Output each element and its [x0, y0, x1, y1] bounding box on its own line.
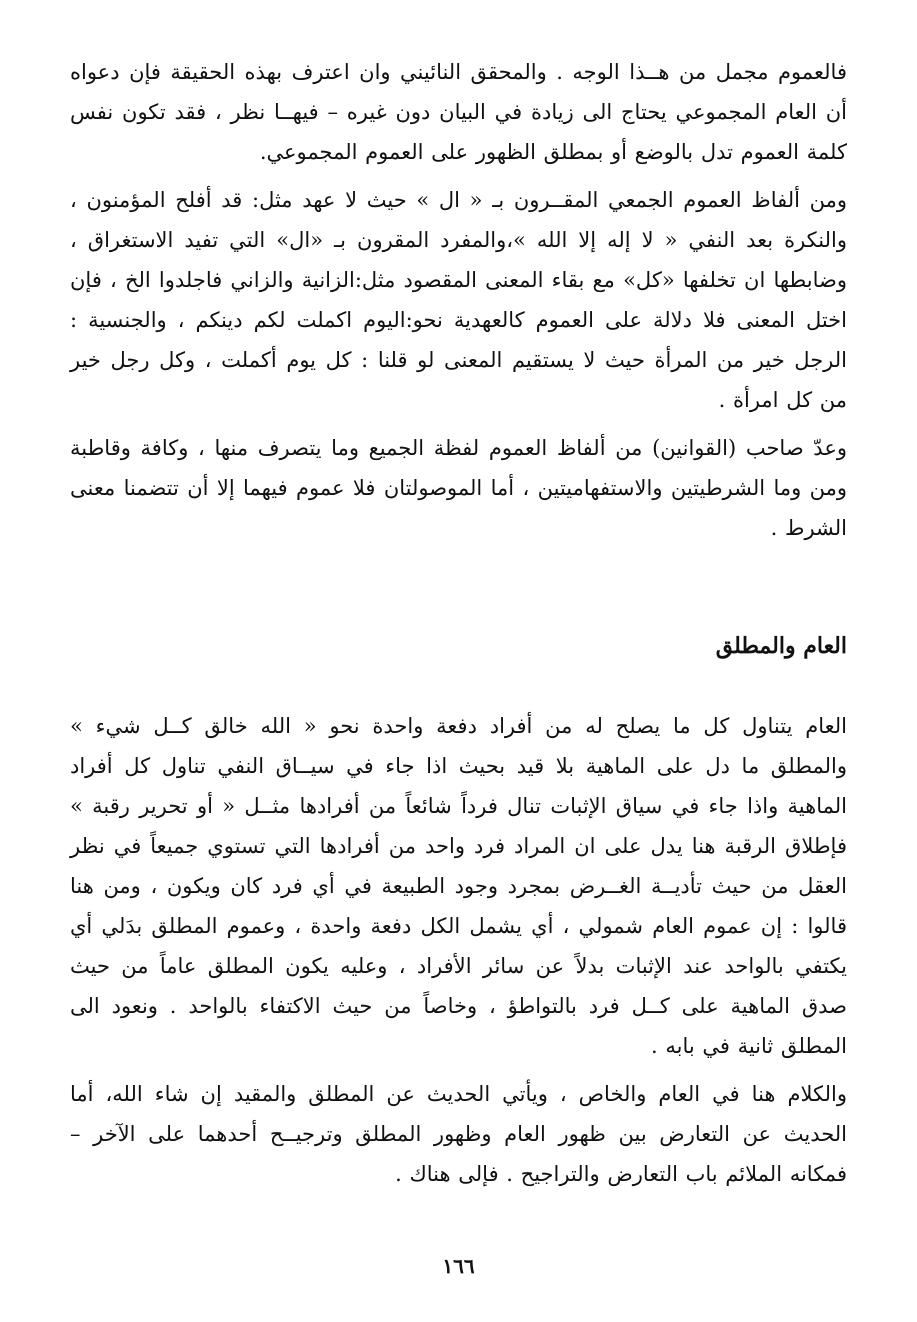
section-heading: العام والمطلق	[715, 633, 847, 659]
paragraph-general-mujmal: فالعموم مجمل من هــذا الوجه . والمحقق النائيني وان اعترف بهذه الحقيقة فإن دعواه أن العام المجموعي يحتاج الى زيادة في البيان دون غيره – فيهــا نظر ، فقد تكون نفس كلمة العموم تدل بالوضع أو بمطلق الظهور على العموم المجموعي.	[70, 60, 847, 164]
page-number: ١٦٦	[442, 1254, 475, 1278]
paragraph-general-and-absolute: العام يتناول كل ما يصلح له من أفراد دفعة واحدة نحو « الله خالق كــل شيء » والمطلق ما دل على الماهية بلا قيد بحيث اذا جاء في سيــاق النفي تناول كل أفراد الماهية واذا جاء في سياق الإثبات تنال فرداً شائعاً من أفرادها مثــل « أو تحرير رقبة » فإطلاق الرقبة هنا يدل على ان المراد فرد واحد من أفرادها التي تستوي جميعاً في نظر العقل من حيث تأديــة الغــرض بمجرد وجود الطبيعة في أي فرد كان ويكون ، ومن هنا قالوا : إن عموم العام شمولي ، أي يشمل الكل دفعة واحدة ، وعموم المطلق بدَلي أي يكتفي بالواحد عند الإثبات بدلاً عن سائر الأفراد ، وعليه يكون المطلق عاماً من حيث صدق الماهية على كــل فرد بالتواطؤ ، وخاصاً من حيث الاكتفاء بالواحد . ونعود الى المطلق ثانية في بابه .	[70, 714, 847, 1058]
paragraph-words-of-generality: ومن ألفاظ العموم الجمعي المقــرون بـ « ال » حيث لا عهد مثل: قد أفلح المؤمنون ، والنكرة بعد النفي « لا إله إلا الله »،والمفرد المقرون بـ «ال» التي تفيد الاستغراق ، وضابطها ان تخلفها «كل» مع بقاء المعنى المقصود مثل:الزانية والزاني فاجلدوا الخ ، فإن اختل المعنى فلا دلالة على العموم كالعهدية نحو:اليوم اكملت لكم دينكم ، والجنسية : الرجل خير من المرأة حيث لا يستقيم المعنى لو قلنا : كل يوم أكملت ، وكل رجل خير من كل امرأة .	[70, 188, 847, 412]
paragraph-discussion-pointer: والكلام هنا في العام والخاص ، ويأتي الحديث عن المطلق والمقيد إن شاء الله، أما الحديث عن التعارض بين ظهور العام وظهور المطلق وترجيــح أحدهما على الآخر – فمكانه الملائم باب التعارض والتراجيح . فإلى هناك .	[70, 1082, 847, 1186]
paragraph-qawanin-author: وعدّ صاحب (القوانين) من ألفاظ العموم لفظة الجميع وما يتصرف منها ، وكافة وقاطبة ومن وما الشرطيتين والاستفهاميتين ، أما الموصولتان فلا عموم فيهما إلا أن تتضمنا معنى الشرط .	[70, 436, 847, 540]
page-body	[70, 52, 847, 1282]
